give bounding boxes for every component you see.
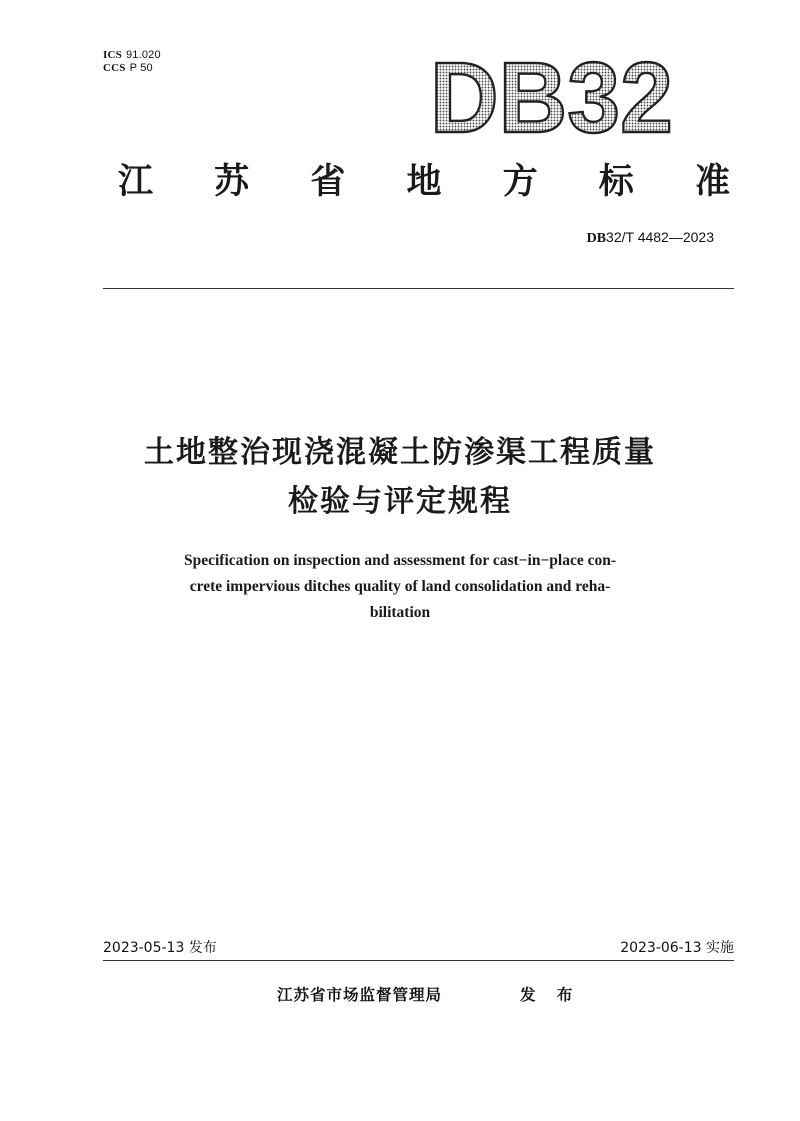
effective-date: 2023-06-13 实施 xyxy=(620,940,734,956)
db32-logo xyxy=(430,50,675,140)
chinese-title-line-2: 检验与评定规程 xyxy=(288,484,512,519)
release-date: 2023-05-13 发布 xyxy=(103,940,217,956)
ics-code xyxy=(103,49,161,62)
ccs-label: CCS xyxy=(103,62,126,74)
category-char: 准 xyxy=(694,162,730,202)
db32-logo-text: DB32 xyxy=(430,50,673,140)
english-title-line-3: bilitation xyxy=(369,604,431,621)
ccs-value: P 50 xyxy=(129,62,153,74)
issuing-authority: 江苏省市场监督管理局 xyxy=(277,986,443,1004)
standard-number-rest: 32/T 4482—2023 xyxy=(606,229,714,245)
footer-divider xyxy=(103,960,734,961)
category-char: 省 xyxy=(310,162,346,202)
category-char: 苏 xyxy=(214,162,250,202)
standard-number xyxy=(587,228,714,248)
category-char: 方 xyxy=(502,162,538,202)
category-char: 标 xyxy=(598,162,634,202)
header-divider xyxy=(103,288,734,289)
ics-label: ICS xyxy=(103,49,122,61)
category-char: 地 xyxy=(406,162,442,202)
english-title-line-2: crete impervious ditches quality of land consolidation and reha- xyxy=(189,578,611,595)
standard-category-title xyxy=(118,160,730,204)
standard-number-prefix: DB xyxy=(586,231,607,246)
chinese-title-line-1: 土地整治现浇混凝土防渗渠工程质量 xyxy=(144,435,656,470)
classification-codes xyxy=(103,49,161,75)
english-title-line-1: Specification on inspection and assessment for cast−in−place con- xyxy=(183,552,616,569)
issue-label: 发 布 xyxy=(520,986,581,1004)
category-char: 江 xyxy=(118,162,154,202)
ccs-code xyxy=(103,62,161,75)
ics-value: 91.020 xyxy=(125,49,161,61)
